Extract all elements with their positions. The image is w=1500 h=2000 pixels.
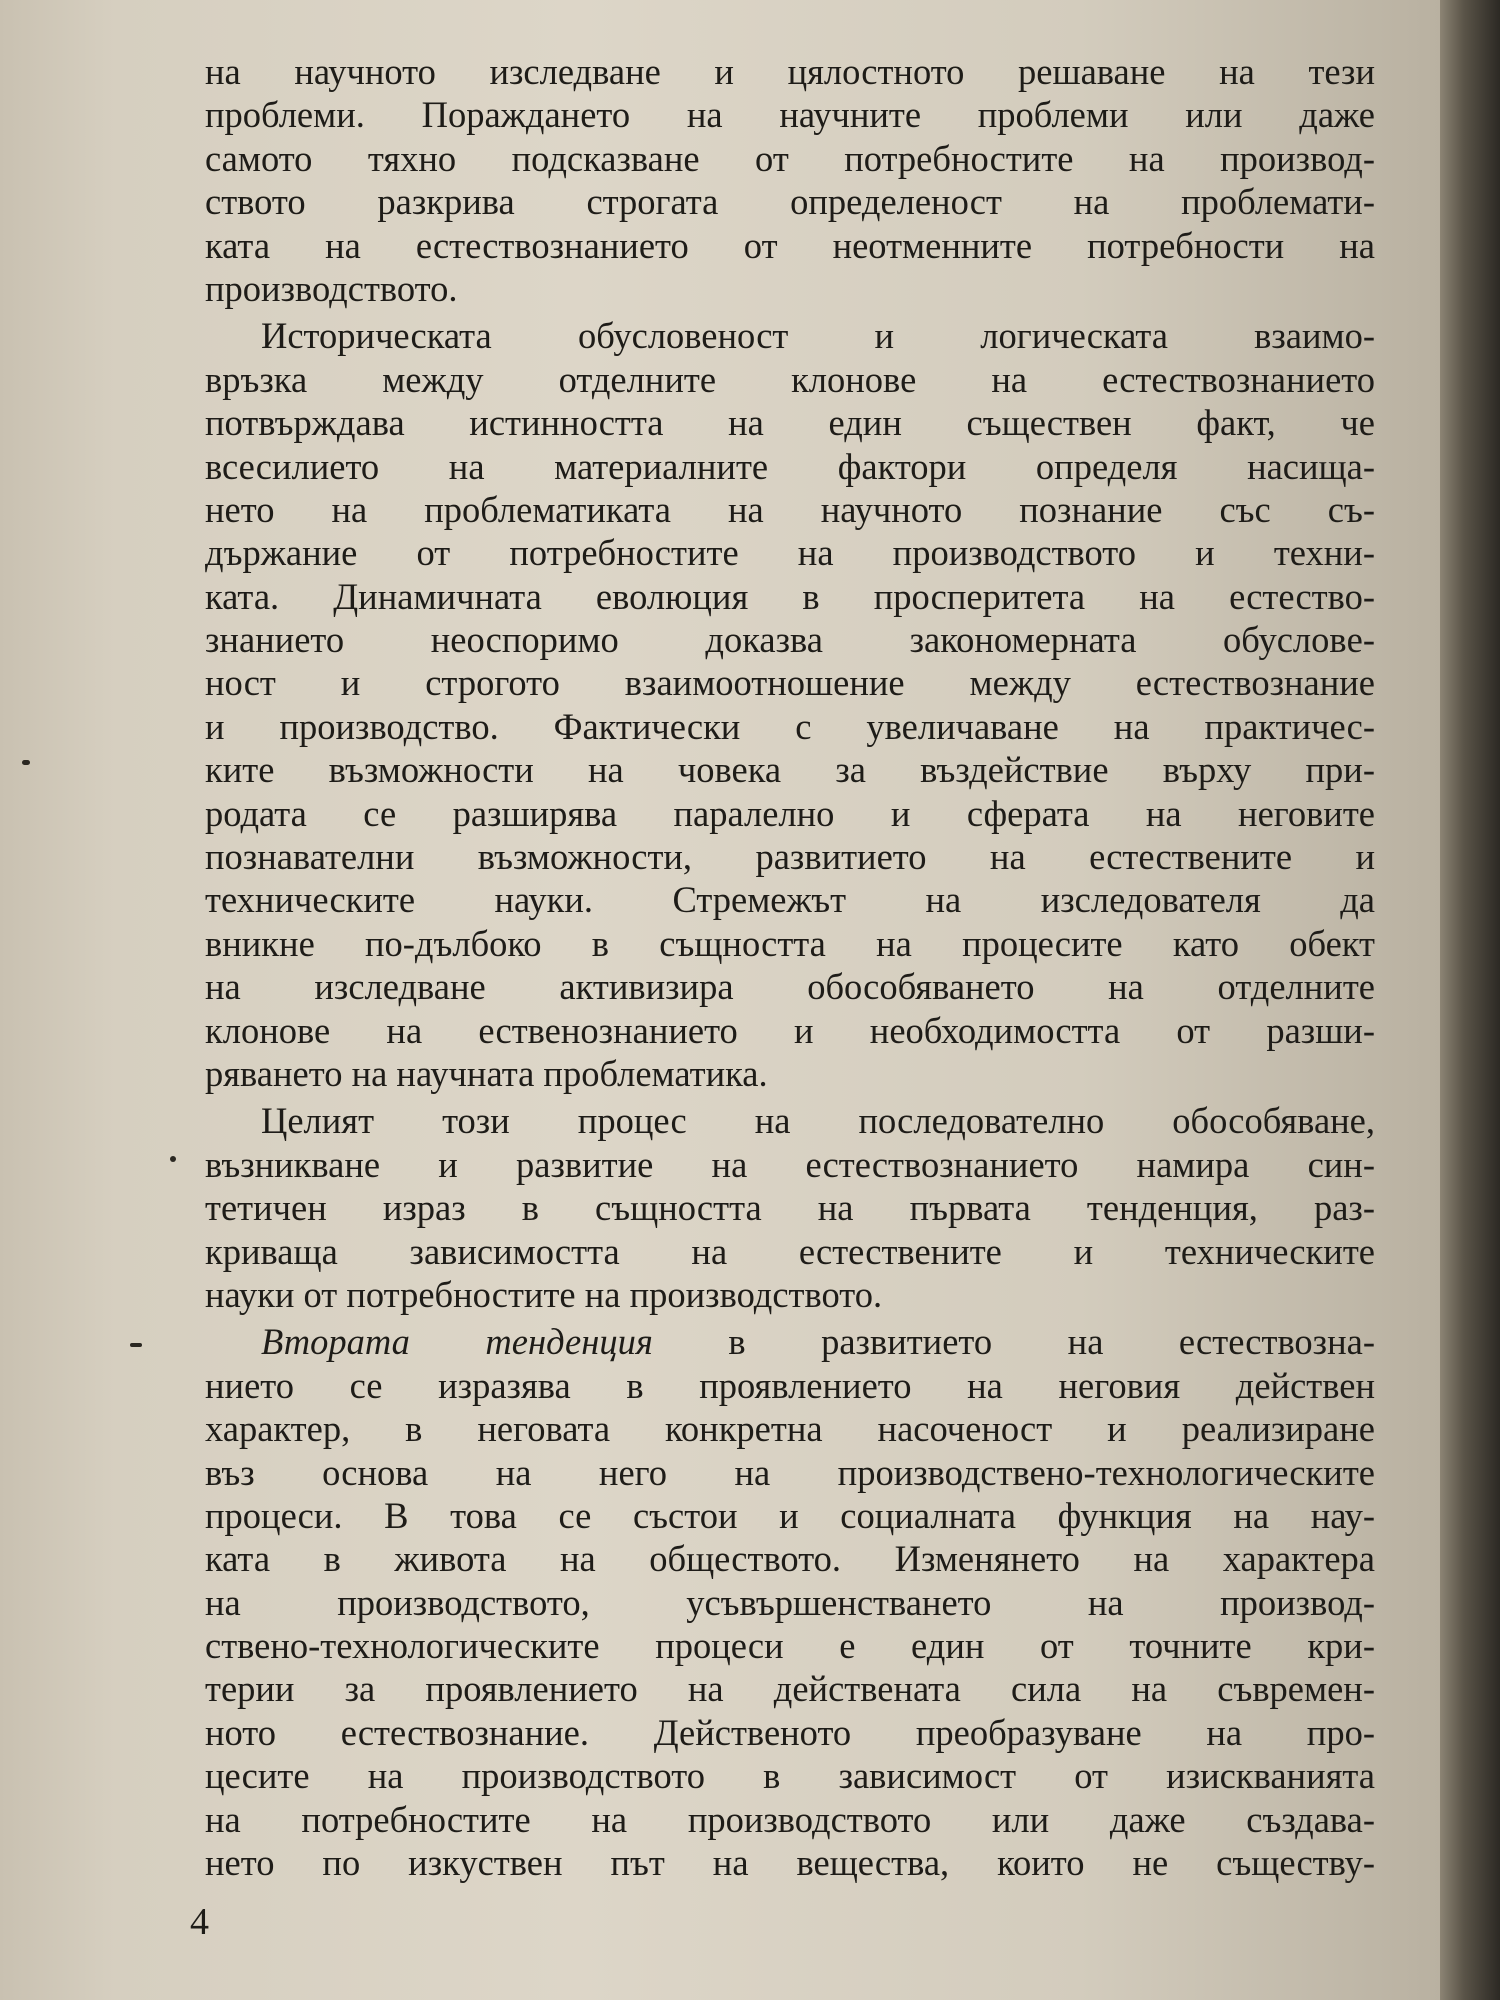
text-line: на производството, усъвършенстването на производ- [205,1581,1375,1623]
text-line: Историческата обусловеност и логическата взаимо- [261,315,1375,357]
text-line: вникне по-дълбоко в същността на процесите като обект [205,922,1375,964]
text-line: ност и строгото взаимоотношение между естествознание [205,662,1375,704]
text-line: потвърждава истинността на един съществен факт, че [205,402,1375,444]
text-line: знанието неоспоримо доказва закономерната обусловe- [205,619,1375,661]
paragraph [205,1099,1375,1316]
text-line: клонове на ественознанието и необходимостта от разши- [205,1009,1375,1051]
text-line: ката. Динамичната еволюция в просперитета на естество- [205,575,1375,617]
text-line: на потребностите на производството или даже създава- [205,1798,1375,1840]
text-line: ството разкрива строгата определеност на проблемати- [205,181,1375,223]
text-line: цесите на производството в зависимост от изискванията [205,1755,1375,1797]
paragraph [205,50,1375,310]
text-line: ките възможности на човека за въздействие върху при- [205,749,1375,791]
text-line: нието се изразява в проявлението на неговия действен [205,1364,1375,1406]
text-line: на изследване активизира обособяването на отделните [205,966,1375,1008]
text-line: характер, в неговата конкретна насоченост и реализиране [205,1408,1375,1450]
text-line: производството. [205,267,458,309]
paragraph [205,314,1375,1095]
text-line: науки от потребностите на производството. [205,1273,883,1315]
text-line: криваща зависимостта на естествените и техническите [205,1230,1375,1272]
text-line: проблеми. Пораждането на научните проблеми или даже [205,94,1375,136]
text-line: ката в живота на обществото. Изменянето на характера [205,1538,1375,1580]
ink-speck [170,1156,176,1162]
body-text [205,50,1375,1884]
text-line: ката на естествознанието от неотменните потребности на [205,224,1375,266]
text-line: техническите науки. Стремежът на изследователя да [205,879,1375,921]
text-line: нето на проблематиката на научното познание със съ- [205,488,1375,530]
text-line: процеси. В това се състои и социалната функция на нау- [205,1494,1375,1536]
text-line: ряването на научната проблематика. [205,1052,768,1094]
text-line: ствено-технологическите процеси е един от точните кри- [205,1625,1375,1667]
text-line: всесилието на материалните фактори определя насища- [205,445,1375,487]
text-line: въз основа на него на производствено-технологическите [205,1451,1375,1493]
text-fragment: в развитието на естествозна- [652,1321,1375,1363]
page-binding-shadow [1440,0,1500,2000]
page-number: 4 [190,1901,209,1943]
text-line: Целият този процес на последователно обособяване, [261,1100,1375,1142]
text-line: самото тяхно подсказване от потребностите на производ- [205,137,1375,179]
text-line: на научното изследване и цялостното решаване на тези [205,51,1375,92]
text-line: държание от потребностите на производството и техни- [205,532,1375,574]
text-line: ното естествознание. Действеното преобразуване на про- [205,1711,1375,1753]
italic-term: Втората тенденция [261,1321,653,1363]
text-line: нето по изкуствен път на вещества, които не съществу- [205,1842,1375,1884]
text-line [205,1320,1375,1363]
ink-speck [22,760,30,765]
text-line: познавателни възможности, развитието на естествените и [205,836,1375,878]
text-line: родата се разширява паралелно и сферата на неговите [205,792,1375,834]
text-line: възникване и развитие на естествознанието намира син- [205,1143,1375,1185]
text-line: терии за проявлението на действената сила на съвремен- [205,1668,1375,1710]
paragraph [205,1320,1375,1884]
ink-speck [130,1343,142,1347]
text-line: тетичен израз в същността на първата тенденция, раз- [205,1187,1375,1229]
text-line: и производство. Фактически с увеличаване на практичес- [205,705,1375,747]
text-line: връзка между отделните клонове на естествознанието [205,358,1375,400]
